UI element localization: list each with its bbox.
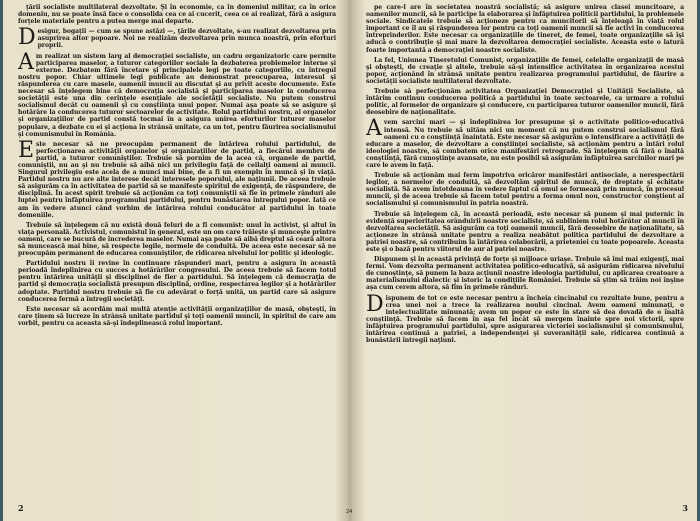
paragraph-text: esigur, bogaţii — cum se spune astăzi —, ţările dezvoltate, s-au realizat dezvoltarea prin asuprirea altor popoare. Noi ne realizăm dezvoltarea prin munca noastră, prin eforturi proprii. xyxy=(37,28,336,50)
paragraph xyxy=(18,306,336,327)
paragraph-text: ţării socialiste multilateral dezvoltate. Şi în economie, ca în domeniul militar, ca în orice domeniu, nu se poate însă face o consolida cea ce ai cucerit, ceea ce ai realizat, fără a asigura forţele materiale pentru a putea merge mai departe. xyxy=(18,4,336,26)
paragraph xyxy=(18,4,336,25)
drop-cap: D xyxy=(366,291,384,317)
right-page-text xyxy=(366,4,684,500)
paragraph-text: Trebuie să perfecţionăm activitatea Organizaţiei Democraţiei şi Unităţii Socialiste, să întărim continuu conducerea politică a partidului în toate sectoarele, ca urmare a rolului politic, al formelor de organizare şi conducere, cu participarea tuturor oamenilor muncii, fără deosebire de naţionalitate. xyxy=(366,88,684,117)
paragraph xyxy=(366,57,684,85)
paragraph-text: ste necesar să ne preocupăm permanent de întărirea rolului partidului, de perfecţionarea activităţii organelor şi organizaţiilor de partid, a fiecărui membru de partid, a tuturor comuniştilor. Trebuie să pornim de la acea că, organele de partid, comuniştii, nu au şi nu trebuie să aibă nici un privilegiu faţă de ceilalţi oameni ai muncii. Singurul privilegiu este acela de a munci mai bine, de a fi un exemplu în muncă şi în viaţă. Partidul nostru nu are alte interese decât interesele poporului, ale naţiunii. De aceea trebuie să asigurăm ca în activitatea de partid să se manifeste spiritul de exigenţă, de răspundere, de disciplină. În acest spirit trebuie să acţionăm ca toţi comuniştii să fie în primele rânduri ale luptei pentru înfăptuirea programului partidului, pentru bunăstarea întregului popor. Iată ce am în vedere atunci când vorbim de întărirea rolului conducător al partidului în toate domeniile. xyxy=(18,140,336,219)
paragraph xyxy=(18,25,336,51)
left-page-text xyxy=(18,4,336,500)
paragraph-text: ispunem de tot ce este necesar pentru a încheia cincinalul cu rezultate bune, pentru a crea unei noi a trece la realizarea noului cincinal. Avem oameni minunaţi, o intelectualitate minunată; avem un popor ce este în stare să dea dovadă de o înaltă conştiinţă. Trebuie să facem în aşa fel încât să mergem înainte spre noi victorii, spre înfăptuirea programului partidului, spre asigurarea victoriei socialismului şi comunismului, întărirea continuă a patriei, a independenţei şi suveranităţii sale, ridicarea continuă a bunăstării întregii naţiuni. xyxy=(366,294,684,345)
paragraph-text: Este necesar să acordăm mai multă atenţie activităţii organizaţiilor de masă, obşteşti, în care ţinem să lucreze în strânsă unitate partidul şi toţi oamenii muncii, în spiritul de care am vorbit, pentru ca aceasta să-şi îndeplinească rolul important. xyxy=(18,305,336,327)
drop-cap: D xyxy=(18,25,36,51)
paragraph xyxy=(366,172,684,207)
paragraph xyxy=(366,4,684,54)
paragraph-text: pe care-l are în societatea noastră socialistă; să asigure unirea clasei muncitoare, a oamenilor muncii, să le participe la elaborarea şi înfăptuirea politicii partidului, la problemele sociale. Sindicatele trebuie să acţioneze pentru ca muncitorii să înţeleagă în viaţă rolul important ce îl au şi răspunderea lor pentru ca toţi oamenii muncii să fie activi în conducerea întreprinderilor. Este necesar ca organizaţiile de tineret, de femei, toate organizaţiile să îşi aducă o contribuţie şi mai mare la dezvoltarea democraţiei socialiste. Aceasta este o latură foarte importantă a democraţiei noastre socialiste. xyxy=(366,4,684,54)
paragraph xyxy=(366,211,684,254)
paragraph-text: Trebuie să acţionăm mai ferm împotriva oricăror manifestări antisociale, a nerespectării legilor, a normelor de conduită, să dezvoltăm spiritul de muncă, de dreptate şi echitate socialistă. Să avem întotdeauna în vedere faptul că omul se formează prin muncă, în procesul muncii, şi de aceea trebuie să facem totul pentru a forma omul nou, constructor conştient al socialismului şi comunismului în patria noastră. xyxy=(366,172,684,208)
paragraph xyxy=(18,222,336,257)
paragraph-text: Trebuie să înţelegem că nu există două feluri de a fi comunist: unul în activist, şi altul în viaţa personală. Activistul, comunistul în general, este un om care trăieşte şi munceşte printre oameni, care se bucură de încrederea maselor. Numai aşa poate să aibă dreptul să ceară altora să muncească mai bine, să respecte legile, normele de conduită. De aceea este necesar să ne preocupăm permanent de educarea comuniştilor, de ridicarea nivelului lor politic şi ideologic. xyxy=(18,221,336,258)
paragraph xyxy=(366,88,684,116)
paragraph xyxy=(366,116,684,169)
paragraph xyxy=(366,256,684,291)
drop-cap: A xyxy=(18,49,34,75)
paragraph xyxy=(18,49,336,138)
paragraph-text: La fel, Uniunea Tineretului Comunist, organizaţiile de femei, celelalte organizaţii de masă şi obşteşti, de creaţie şi altele, trebuie să-şi intensifice activitatea în organizarea acestui popor, acţionând în strânsă unitate pentru realizarea programului partidului, de făurire a societăţii socialiste multilateral dezvoltate. xyxy=(366,56,684,85)
paragraph xyxy=(18,260,336,303)
paragraph-text: m realizat un sistem larg al democraţiei socialiste, un cadru organizatoric care permite participarea maselor, a tuturor categoriilor sociale la dezbaterea problemelor interne şi externe. Dezbatem fără încetare şi principalele legi pe toate categoriile, cu întregul nostru popor. Chiar ultimele legi publicate au demonstrat preocuparea, interesul şi răspunderea cu care masele, oamenii muncii au discutat şi au privit aceste documente. Este necesar să înţelegem bine că democraţia socialistă şi participarea maselor la conducerea societăţii este una din cerinţele esenţiale ale societăţii socialiste. Nu putem construi socialismul decât cu oamenii şi cu conştiinţa unui popor. Numai aşa poate să se asigure şi hotărâre la conducerea tuturor sectoarelor de activitate. Rolul partidului nostru, al organelor şi organizaţiilor de partid constă tocmai în a asigura unirea eforturilor tuturor maselor populare, a dezbate cu ei şi acţiona în strânsă unitate, ca un tot, pentru făurirea socialismului şi comunismului în România. xyxy=(18,52,336,138)
right-page-number: 3 xyxy=(682,503,688,513)
drop-cap: A xyxy=(366,116,382,142)
left-page-number: 2 xyxy=(18,503,24,513)
right-page xyxy=(366,0,684,521)
left-page xyxy=(18,0,336,521)
paragraph-text: Dispunem şi în această privinţă de forţe şi mijloace uriaşe. Trebuie să îmi mai exigenţi, mai fermi. Vom dezvolta permanent activitatea politico-educativă, să asigurăm ridicarea nivelului de cunoştinţe, să punem la baza acţiunii noastre ideologia partidului, cu aplicarea creatoare a materialismului dialectic şi istoric la condiţiile României. Trebuie să ştim să trăim noi înşine aşa cum cerem altora, să fim în primele rânduri. xyxy=(366,256,684,292)
gutter-number: 24 xyxy=(346,509,353,515)
drop-cap: E xyxy=(18,137,35,163)
paragraph-text: vem sarcini mari — şi îndeplinirea lor presupune şi o activitate politico-educativă intensă. Nu trebuie să uităm nici un moment că nu putem construi socialismul fără oameni cu o conştiinţă înaintată. Este necesar să asigurăm o intensificare a activităţii de educare a maselor, de dezvoltare a conştiinţei socialiste, să acţionăm pentru a întări rolul ideologiei noastre, să combatem orice manifestări retrograde. Să înţelegem că fără o înaltă conştiinţă, fără cunoştinţe avansate, nu este posibil să asigurăm înfăptuirea sarcinilor mari pe care le avem în faţă. xyxy=(366,119,684,169)
paragraph-text: Trebuie să înţelegem că, în această perioadă, este necesar să punem şi mai puternic în evidenţă superioritatea orânduirii noastre socialiste, să subliniem rolul hotărâtor al muncii în dezvoltarea societăţii. Să asigurăm ca toţi oamenii muncii, fără deosebire de naţionalitate, să acţioneze în strânsă unitate pentru a realiza neabătut politica partidului de dezvoltare a patriei noastre, să contribuim la întărirea colaborării, a prieteniei cu toate popoarele. Aceasta este şi o bază pentru viitorul de aur al patriei noastre. xyxy=(366,210,684,253)
paragraph xyxy=(366,291,684,345)
paragraph-text: Partidului nostru îi revine în continuare răspunderi mari, pentru a asigura în această perioadă îndeplinirea cu succes a hotărârilor congresului. De aceea trebuie să facem totul pentru întărirea unităţii şi disciplinei de fier a partidului. Să înţelegem că democraţia de partid şi democraţia socialistă presupun disciplină, ordine, respectarea legilor şi a hotărârilor adoptate. Partidul nostru trebuie să fie cu adevărat o forţă unită, un partid care să asigure conducerea fermă a întregii societăţi. xyxy=(18,260,336,303)
paragraph xyxy=(18,137,336,219)
